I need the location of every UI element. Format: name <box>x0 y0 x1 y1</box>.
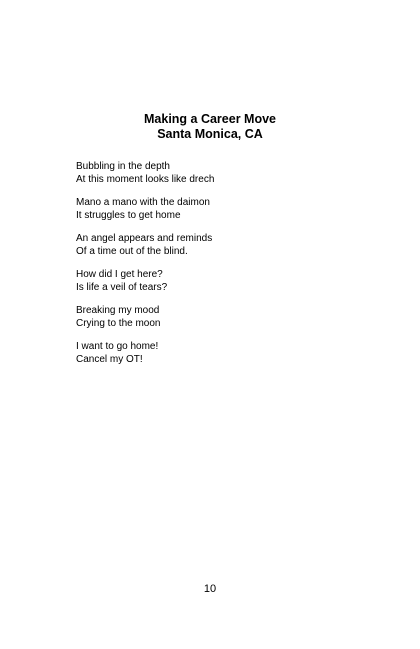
poem-line: Is life a veil of tears? <box>76 282 168 293</box>
poem-line: How did I get here? <box>76 269 163 280</box>
page-number: 10 <box>203 583 217 595</box>
poem <box>76 160 376 376</box>
poem-line: At this moment looks like drech <box>76 174 215 185</box>
poem-line: Crying to the moon <box>76 318 161 329</box>
poem-line: Cancel my OT! <box>76 354 143 365</box>
stanza-6 <box>76 340 376 366</box>
title-block <box>0 112 420 142</box>
poem-line: It struggles to get home <box>76 210 181 221</box>
poem-line: Of a time out of the blind. <box>76 246 188 257</box>
poem-line: Bubbling in the depth <box>76 161 170 172</box>
title-line-2: Santa Monica, CA <box>157 127 263 141</box>
stanza-3 <box>76 232 376 258</box>
stanza-1 <box>76 160 376 186</box>
poem-line: Mano a mano with the daimon <box>76 197 210 208</box>
title-line-1: Making a Career Move <box>144 112 276 126</box>
poem-line: Breaking my mood <box>76 305 160 316</box>
stanza-2 <box>76 196 376 222</box>
stanza-4 <box>76 268 376 294</box>
poem-line: I want to go home! <box>76 341 159 352</box>
poem-line: An angel appears and reminds <box>76 233 213 244</box>
stanza-5 <box>76 304 376 330</box>
